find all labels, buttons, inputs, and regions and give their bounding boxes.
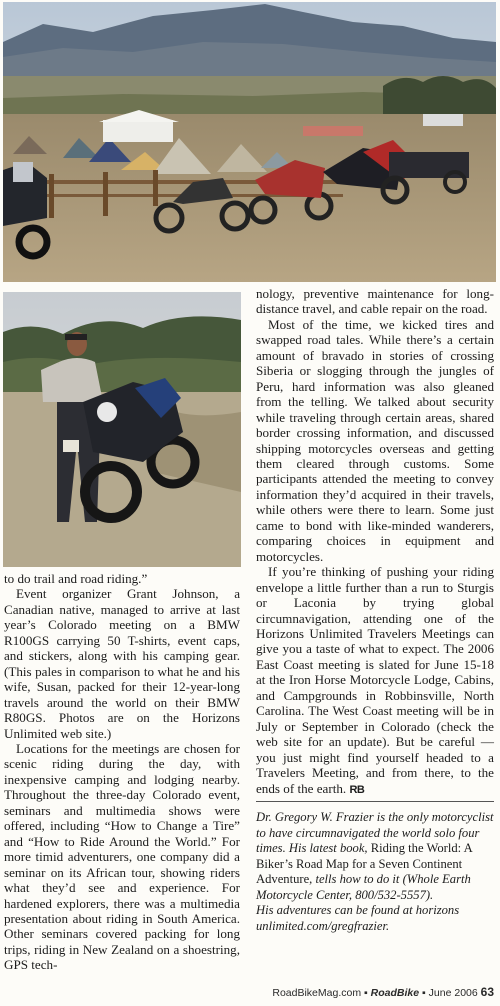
paragraph: Most of the time, we kicked tires and swapped road tales. While there’s a certain amount of bravado in stories of crossing Siberia or slogging through the jungles of Peru, hard information was also gleaned from the telling. We talked about security while traveling through certain areas, shared border crossing information, and discussed shipping motorcycles overseas and getting them cleared through customs. Some participants attended the meeting to convey information they’d acquired in their travels, while others were there to learn. Some just came to bond with like-minded wanderers, comparing choices in equipment and motorcycles. xyxy=(256,316,494,564)
article-right-column xyxy=(256,286,494,798)
book-title: Riding the World: A Biker’s Road Map for a Seven Continent Adventure, xyxy=(256,841,472,886)
footer-bullet: ▪ xyxy=(422,987,426,999)
signoff-mark: RB xyxy=(349,783,365,796)
article-left-column xyxy=(4,571,240,973)
page-footer xyxy=(250,985,494,999)
paragraph: Event organizer Grant Johnson, a Canadian native, managed to arrive at last year’s Colorado meeting on a BMW R100GS carrying 50 T-shirts, event caps, and stickers, along with his camping gear. (This pales in comparison to what he and his wife, Susan, packed for their 12-year-long travels around the world on their BMW R80GS. Photos are on the Horizons Unlimited web site.) xyxy=(4,586,240,741)
bio-text: tells how to do it (Whole Earth Motorcycle Center, 800/532-5557). xyxy=(256,872,471,902)
bio-website: His adventures can be found at horizons unlimited.com/gregfrazier. xyxy=(256,903,460,933)
rider-photo xyxy=(3,292,241,567)
paragraph xyxy=(256,564,494,798)
page-number: 63 xyxy=(480,985,494,999)
footer-bullet: ▪ xyxy=(364,987,368,999)
footer-site: RoadBikeMag.com xyxy=(272,987,362,999)
paragraph: nology, preventive maintenance for long-distance travel, and cable repair on the road. xyxy=(256,286,494,317)
campground-photo xyxy=(3,2,496,282)
bio-text: Dr. Gregory W. Frazier is the only motorcyclist to have circumnavigated the world solo four times. His latest book, xyxy=(256,810,494,855)
footer-date: June 2006 xyxy=(428,987,478,999)
bio-paragraph xyxy=(256,810,494,903)
bio-divider xyxy=(256,801,494,802)
author-bio xyxy=(256,810,494,934)
paragraph: Locations for the meetings are chosen for scenic riding during the day, with inexpensive camping and lodging nearby. Throughout the three-day Colorado event, seminars and multimedia shows were offered, including “How to Change a Tire” and “How to Ride Around the World.” For more timid adventurers, one company did a seminar on its African tour, showing riders what they’d see and experience. For hardened explorers, there was a multimedia presentation about riding in South America. Other seminars covered packing for long trips, riding in New Zealand on a shoestring, GPS tech- xyxy=(4,740,240,973)
paragraph-text: If you’re thinking of pushing your riding envelope a little further than a run to Sturgis or Laconia by trying global circumnavigation, attending one of the Horizons Unlimited Travelers Meetings can give you a taste of what to expect. The 2006 East Coast meeting is slated for June 15-18 at the Iron Horse Motorcycle Lodge, Cabins, and Campgrounds in Robbinsville, North Carolina. The West Coast meeting will be in July or September in Colorado (check the web site for an update). But be careful — you just might find yourself headed to a Travelers Meeting, and from there, to the ends of the earth. xyxy=(256,564,494,796)
paragraph: to do trail and road riding.” xyxy=(4,571,148,586)
footer-brand: RoadBike xyxy=(370,987,420,999)
